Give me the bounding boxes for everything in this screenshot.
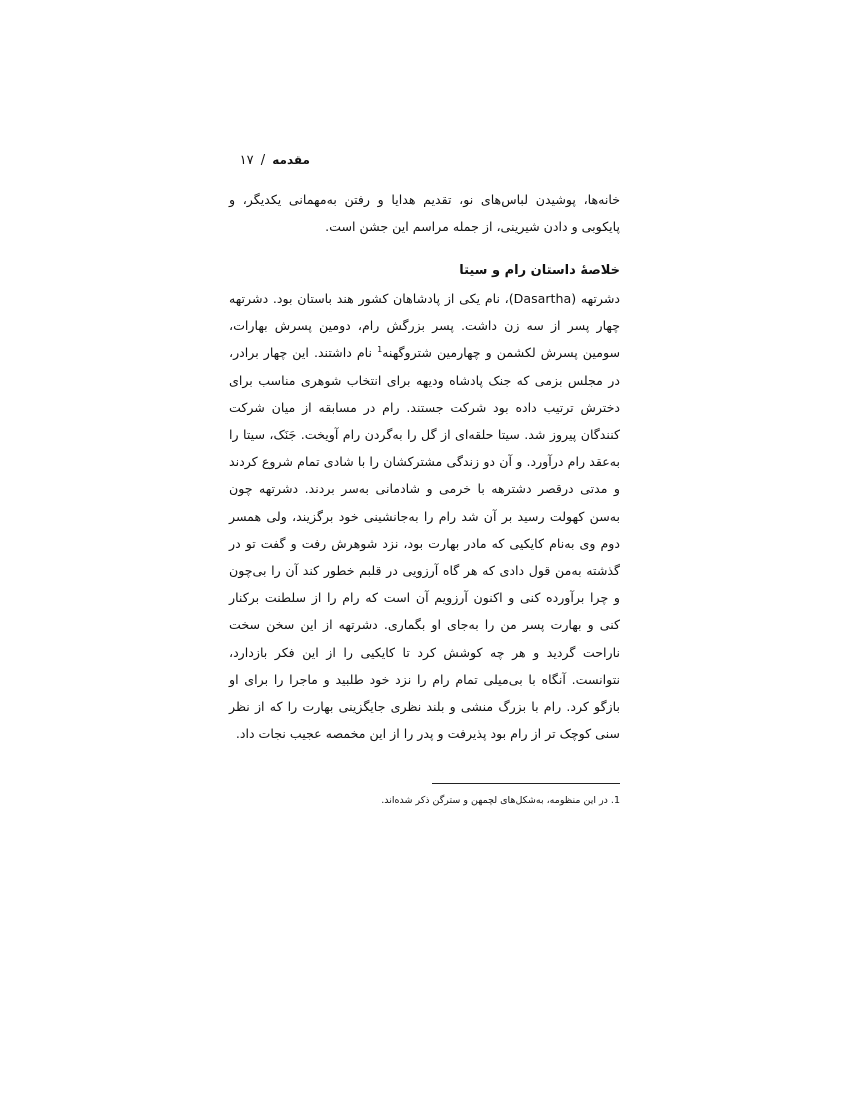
footnote-number: 1. xyxy=(610,795,620,806)
body-text-start: دشرتهه ( xyxy=(571,291,620,306)
footnote-text: در این منظومه، به‌شکل‌های لچمهن و سترگن ذکر شده‌اند. xyxy=(381,795,608,806)
intro-paragraph xyxy=(229,186,620,240)
page-header xyxy=(230,150,310,170)
intro-text: خانه‌ها، پوشیدن لباس‌های نو، تقدیم هدایا و رفتن به‌مهمانی یکدیگر، و پایکوبی و دادن شیرینی، از جمله مراسم این جشن است. xyxy=(229,192,620,235)
latin-name: Dasartha xyxy=(513,291,572,306)
footnote-divider xyxy=(432,783,620,784)
footnote xyxy=(329,792,620,810)
footnote-reference[interactable]: 1 xyxy=(377,345,383,355)
body-paragraph xyxy=(229,285,620,747)
body-text xyxy=(229,285,620,747)
body-text-middle: )، نام یکی از پادشاهان کشور هند باستان بود. دشرتهه چهار پسر از سه زن داشت. پسر بزرگش رام، دومین پسرش بهارات، سومین پسرش لکشمن و چهارمین شتروگهنه xyxy=(229,291,620,361)
body-text-end: نام داشتند. این چهار برادر، در مجلس بزمی که جنک پادشاه ودیهه برای انتخاب شوهری مناسب برای دخترش ترتیب داده بود شرکت جستند. رام در مسابقه از میان شرکت کنندگان پیروز شد. سیتا حلقه‌ای از گل را به‌گردن رام آویخت. جَنَک، سیتا را به‌عقد رام درآورد. و آن دو زندگی مشترکشان را با شادی تمام شروع کردند و مدتی درقصر دشترهه با خرمی و شادمانی به‌سر بردند. دشرتهه چون به‌سن کهولت رسید بر آن شد رام را به‌جانشینی خود برگزیند، ولی همسر دوم وی به‌نام کایکیی که مادر بهارت بود، نزد شوهرش رفت و گفت تو در گذشته به‌من قول دادی که هر گاه آرزویی در قلبم خطور کند آن را بی‌چون و چرا برآورده کنی و اکنون آرزویم آن است که رام را از سلطنت برکنار کنی و بهارت پسر من را به‌جای او بگماری. دشرتهه از این سخن سخت ناراحت گردید و هر چه کوشش کرد تا کایکیی را از این فکر بازدارد، نتوانست. آنگاه با بی‌میلی تمام رام را نزد خود طلبید و ماجرا را برای او بازگو کرد. رام با بزرگ منشی و بلند نظری جایگزینی بهارت را که از نظر سنی کوچک تر از رام بود پذیرفت و پدر را از این مخمصه عجیب نجات داد. xyxy=(229,345,620,742)
header-title: مقدمه xyxy=(272,153,310,167)
header-separator: / xyxy=(260,153,266,168)
page-number: ۱۷ xyxy=(239,153,254,168)
section-heading: خلاصهٔ داستان رام و سیتا xyxy=(459,263,620,278)
